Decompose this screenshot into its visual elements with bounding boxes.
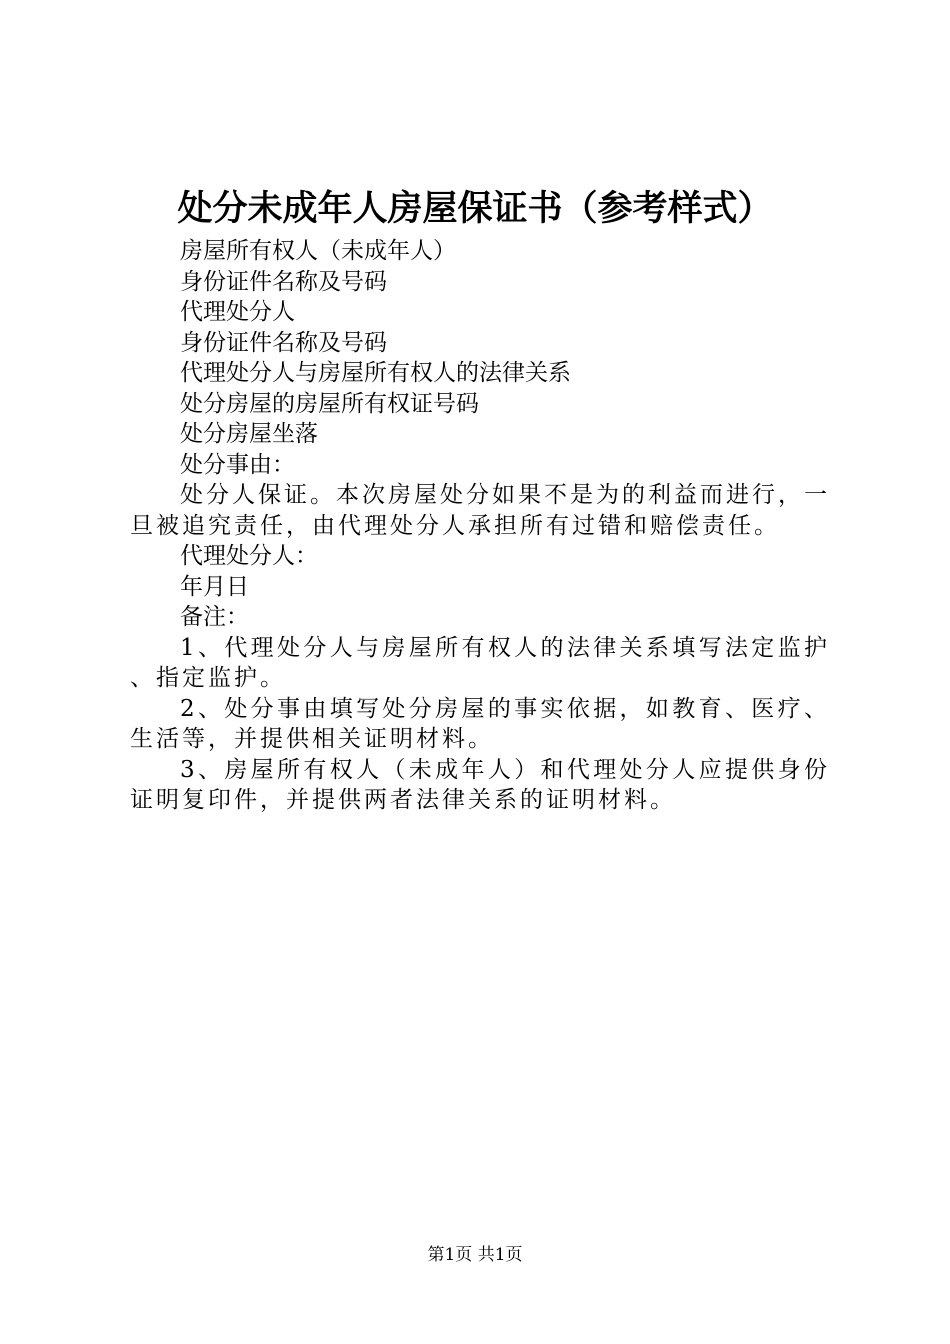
notes-label: 备注： (180, 604, 249, 630)
note-item: 1、代理处分人与房屋所有权人的法律关系填写法定监护、指定监护。 (130, 634, 830, 691)
field-agent-id: 身份证件名称及号码 (180, 329, 387, 356)
field-owner: 房屋所有权人（未成年人） (180, 238, 456, 264)
pledge-paragraph: 处分人保证。本次房屋处分如果不是为的利益而进行，一旦被追究责任，由代理处分人承担所有过错和赔偿责任。 (130, 482, 830, 539)
field-agent: 代理处分人 (180, 299, 295, 325)
field-disposal-reason: 处分事由： (180, 451, 295, 478)
page-footer: 第1页 共1页 (427, 1245, 523, 1265)
signature-label: 代理处分人： (180, 543, 318, 569)
field-property-location: 处分房屋坐落 (180, 421, 318, 447)
field-owner-id: 身份证件名称及号码 (180, 268, 387, 295)
field-certificate-number: 处分房屋的房屋所有权证号码 (180, 390, 479, 417)
field-legal-relationship: 代理处分人与房屋所有权人的法律关系 (180, 360, 571, 386)
document-title: 处分未成年人房屋保证书（参考样式） (177, 188, 773, 229)
document-body (130, 236, 830, 816)
date-label: 年月日 (180, 573, 249, 600)
note-item: 3、房屋所有权人（未成年人）和代理处分人应提供身份证明复印件，并提供两者法律关系的证明材料。 (130, 756, 830, 813)
note-item: 2、处分事由填写处分房屋的事实依据，如教育、医疗、生活等，并提供相关证明材料。 (130, 695, 830, 752)
